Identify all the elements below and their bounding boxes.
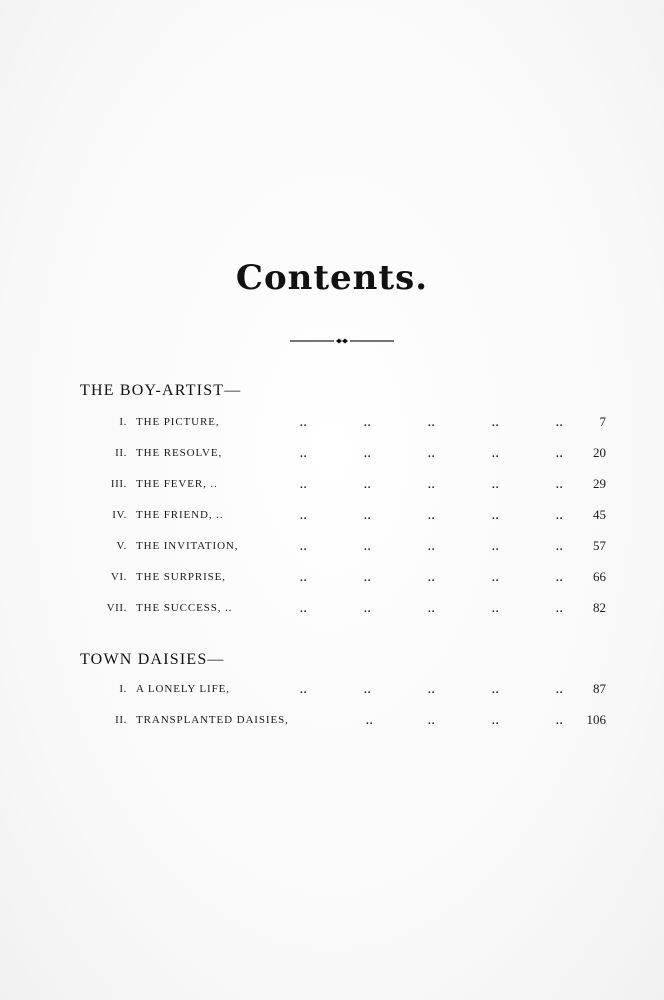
leader-dots: .. (300, 603, 308, 615)
chapter-number: I. (119, 416, 127, 428)
leader-dots: .. (428, 603, 436, 615)
toc-entry[interactable] (0, 445, 664, 465)
chapter-number: VII. (106, 602, 127, 614)
chapter-title: THE RESOLVE, (136, 447, 223, 459)
page-title: Contents. (235, 258, 429, 298)
leader-dots: .. (428, 448, 436, 460)
leader-dots: .. (556, 479, 564, 491)
leader-dots: .. (364, 417, 372, 429)
leader-dots: .. (300, 684, 308, 696)
leader-dots: .. (300, 510, 308, 522)
leader-dots: .. (300, 541, 308, 553)
toc-entry[interactable] (0, 712, 664, 732)
page-number: 87 (593, 681, 606, 696)
chapter-title: THE FEVER, .. (136, 478, 218, 490)
chapter-title: A LONELY LIFE, (136, 683, 230, 695)
chapter-title: THE SURPRISE, (136, 571, 226, 583)
chapter-number: VI. (110, 571, 127, 583)
leader-dots: .. (364, 603, 372, 615)
leader-dots: .. (556, 417, 564, 429)
chapter-title: TRANSPLANTED DAISIES, (136, 714, 289, 726)
chapter-title: THE INVITATION, (136, 540, 239, 552)
leader-dots: .. (428, 541, 436, 553)
toc-entry[interactable] (0, 507, 664, 527)
leader-dots: .. (300, 572, 308, 584)
leader-dots: .. (364, 541, 372, 553)
leader-dots: .. (556, 448, 564, 460)
leader-dots: .. (364, 510, 372, 522)
leader-dots: .. (556, 541, 564, 553)
leader-dots: .. (428, 479, 436, 491)
leader-dots: .. (492, 715, 500, 727)
toc-entry[interactable] (0, 681, 664, 701)
chapter-title: THE SUCCESS, .. (136, 602, 233, 614)
chapter-number: V. (116, 540, 127, 552)
leader-dots: .. (556, 684, 564, 696)
leader-dots: .. (492, 510, 500, 522)
leader-dots: .. (428, 510, 436, 522)
chapter-title: THE FRIEND, .. (136, 509, 224, 521)
section-heading-boy-artist: THE BOY-ARTIST— (80, 382, 242, 399)
page-number: 20 (593, 445, 606, 460)
toc-entry[interactable] (0, 569, 664, 589)
chapter-title: THE PICTURE, (136, 416, 220, 428)
leader-dots: .. (492, 603, 500, 615)
chapter-number: II. (115, 714, 127, 726)
leader-dots: .. (556, 572, 564, 584)
section-heading-town-daisies: TOWN DAISIES— (80, 651, 225, 668)
leader-dots: .. (366, 715, 374, 727)
leader-dots: .. (300, 479, 308, 491)
leader-dots: .. (492, 572, 500, 584)
page-number: 57 (593, 538, 606, 553)
page-number: 66 (593, 569, 606, 584)
leader-dots: .. (556, 715, 564, 727)
leader-dots: .. (364, 448, 372, 460)
leader-dots: .. (492, 448, 500, 460)
page-number: 29 (593, 476, 606, 491)
toc-entry[interactable] (0, 600, 664, 620)
leader-dots: .. (364, 684, 372, 696)
leader-dots: .. (428, 417, 436, 429)
chapter-number: III. (110, 478, 127, 490)
toc-entry[interactable] (0, 538, 664, 558)
leader-dots: .. (556, 603, 564, 615)
leader-dots: .. (556, 510, 564, 522)
page-number: 7 (599, 414, 606, 429)
leader-dots: .. (300, 448, 308, 460)
page-number: 106 (586, 712, 606, 727)
leader-dots: .. (492, 417, 500, 429)
leader-dots: .. (428, 715, 436, 727)
leader-dots: .. (492, 541, 500, 553)
leader-dots: .. (428, 684, 436, 696)
leader-dots: .. (492, 684, 500, 696)
toc-entry[interactable] (0, 476, 664, 496)
ornament-divider-icon (290, 338, 394, 344)
chapter-number: I. (119, 683, 127, 695)
leader-dots: .. (364, 479, 372, 491)
leader-dots: .. (428, 572, 436, 584)
toc-entry[interactable] (0, 414, 664, 434)
page-number: 45 (593, 507, 606, 522)
chapter-number: II. (115, 447, 127, 459)
leader-dots: .. (300, 417, 308, 429)
page-number: 82 (593, 600, 606, 615)
leader-dots: .. (364, 572, 372, 584)
leader-dots: .. (492, 479, 500, 491)
chapter-number: IV. (112, 509, 127, 521)
